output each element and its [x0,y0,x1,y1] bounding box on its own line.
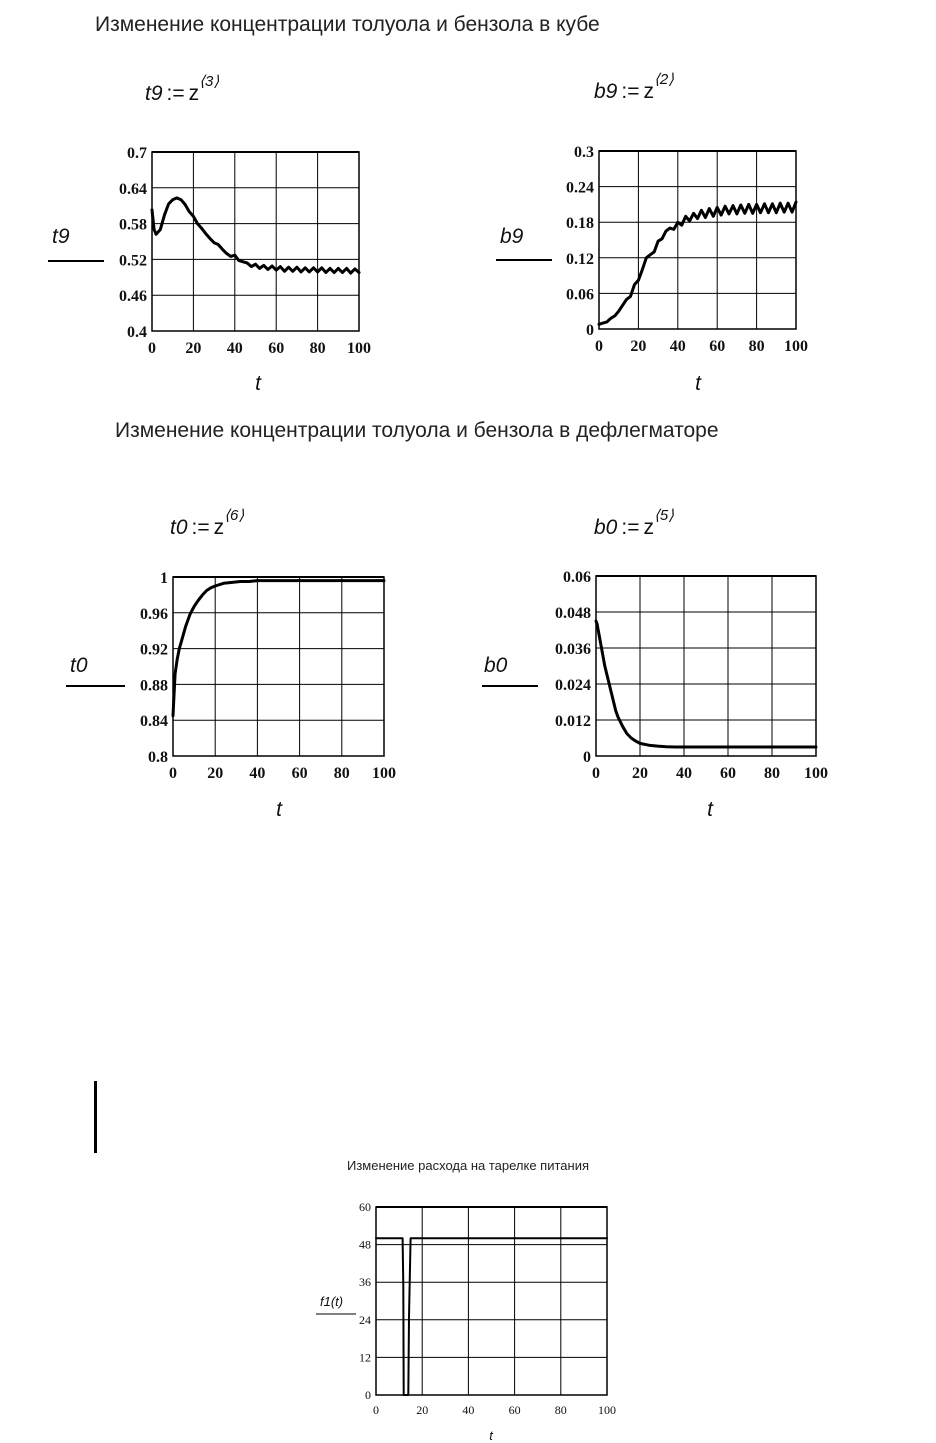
chart-f1 [316,1200,616,1443]
series-line-b9 [599,202,796,324]
y-tick-label: 0.18 [566,215,594,233]
formula-rhs: z [188,82,200,105]
y-tick-label: 60 [359,1200,371,1214]
assign-operator: := [621,516,640,539]
x-tick-label: 40 [676,765,692,782]
y-tick-label: 0.92 [140,641,168,659]
y-tick-label: 0.58 [119,216,147,234]
y-tick-label: 0.24 [566,179,594,197]
x-tick-label: 100 [372,765,396,782]
y-tick-label: 0.7 [127,145,147,162]
x-tick-label: 20 [416,1403,429,1417]
x-tick-label: 60 [720,765,736,782]
x-axis-label: t [276,798,282,821]
x-tick-label: 0 [169,765,177,782]
y-tick-label: 0.88 [140,677,168,695]
column-index: ⟨3⟩ [199,73,220,90]
x-axis-label: t [707,798,713,821]
plot-frame [599,151,796,329]
formula-lhs: b0 [594,516,618,539]
y-tick-label: 0.64 [119,180,147,198]
y-tick-label: 0.06 [566,286,594,304]
x-tick-label: 80 [748,338,765,355]
y-tick-label: 12 [359,1350,371,1365]
x-tick-label: 20 [630,338,647,355]
y-tick-label: 1 [160,570,168,587]
y-axis-label: t9 [52,225,70,248]
x-tick-label: 100 [784,338,808,355]
y-tick-label: 48 [359,1237,371,1252]
x-tick-label: 40 [249,765,266,782]
x-tick-label: 20 [207,765,224,782]
chart-b9 [496,144,808,395]
x-tick-label: 100 [347,340,371,357]
x-tick-label: 80 [764,765,780,782]
x-tick-label: 80 [309,340,326,357]
y-axis-label: b9 [500,225,524,248]
plot-frame [376,1207,607,1395]
formula-rhs: z [643,80,654,103]
y-tick-label: 0.024 [555,677,591,694]
y-tick-label: 0.4 [127,324,147,341]
x-tick-label: 0 [373,1403,379,1417]
assign-operator: := [191,516,210,539]
chart-b0 [482,569,828,821]
column-index: ⟨5⟩ [653,507,675,524]
formula-lhs: t9 [145,82,163,105]
formula-lhs: t0 [170,516,188,539]
y-tick-label: 0.12 [566,250,594,268]
formula-lhs: b9 [594,80,618,103]
plot-frame [152,152,359,331]
y-axis-label: t0 [70,654,88,677]
x-tick-label: 60 [709,338,726,355]
heading-cube: Изменение концентрации толуола и бензола в кубе [95,13,600,36]
x-axis-label: t [695,372,701,395]
y-tick-label: 0.96 [140,605,168,623]
y-tick-label: 0.048 [555,605,591,622]
y-tick-label: 0.3 [574,144,594,161]
chart-t9 [48,145,371,395]
y-tick-label: 0 [365,1388,371,1402]
y-tick-label: 0.8 [148,749,168,766]
x-axis-label: t [255,372,261,395]
x-tick-label: 0 [592,765,600,782]
y-tick-label: 24 [359,1312,371,1327]
y-tick-label: 0.52 [119,252,147,270]
assign-operator: := [166,82,185,105]
column-index: ⟨6⟩ [224,507,245,524]
plot-frame [173,577,384,756]
y-tick-label: 0.46 [119,288,147,306]
formula-rhs: z [643,516,654,539]
y-tick-label: 36 [359,1275,371,1290]
heading-reflux: Изменение концентрации толуола и бензола в дефлегматоре [115,419,719,442]
y-tick-label: 0.012 [555,713,591,730]
y-tick-label: 0 [586,322,594,339]
y-tick-label: 0.06 [563,569,591,586]
x-tick-label: 60 [268,340,285,357]
x-tick-label: 40 [462,1403,475,1417]
column-index: ⟨2⟩ [653,71,675,88]
x-tick-label: 0 [148,340,156,357]
x-tick-label: 100 [804,765,828,782]
x-tick-label: 40 [226,340,243,357]
plot-frame [596,576,816,756]
x-tick-label: 0 [595,338,603,355]
x-tick-label: 80 [554,1403,567,1417]
x-tick-label: 60 [508,1403,521,1417]
formula-rhs: z [213,516,225,539]
series-line-t9 [152,198,359,273]
x-tick-label: 20 [632,765,648,782]
y-axis-label: b0 [484,654,508,677]
x-tick-label: 40 [669,338,686,355]
series-line-f1 [376,1238,607,1395]
chart-t0 [66,570,396,821]
bottom-chart-title: Изменение расхода на тарелке питания [346,1158,590,1173]
y-tick-label: 0 [583,749,591,766]
x-tick-label: 80 [333,765,350,782]
y-tick-label: 0.036 [555,641,591,658]
x-axis-label: t [489,1428,493,1443]
y-tick-label: 0.84 [140,713,168,731]
x-tick-label: 20 [185,340,202,357]
assign-operator: := [621,80,640,103]
x-tick-label: 100 [598,1403,616,1417]
x-tick-label: 60 [291,765,308,782]
y-axis-label: f1(t) [320,1294,344,1309]
